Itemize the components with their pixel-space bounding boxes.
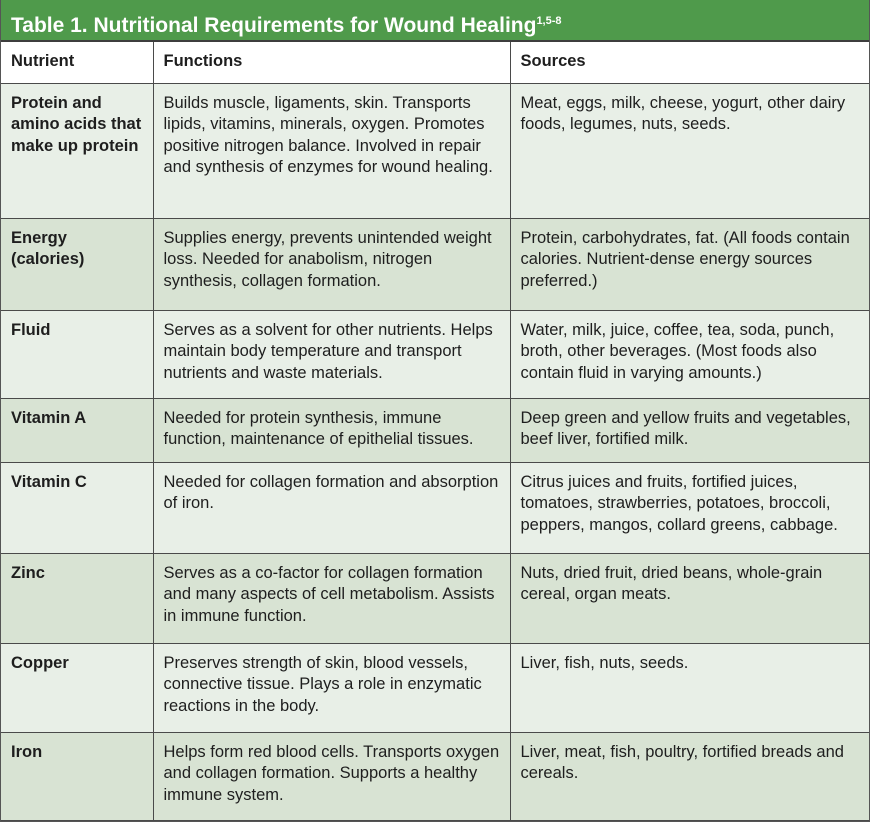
- cell-nutrient: Vitamin A: [1, 398, 153, 462]
- column-header-nutrient: Nutrient: [1, 42, 153, 83]
- cell-functions: Supplies energy, prevents unintended weight loss. Needed for anabolism, nitrogen synthesis, collagen formation.: [153, 218, 510, 310]
- cell-functions: Serves as a co-factor for collagen formation and many aspects of cell metabolism. Assists in immune function.: [153, 553, 510, 643]
- cell-nutrient: Copper: [1, 643, 153, 732]
- cell-sources: Nuts, dried fruit, dried beans, whole-grain cereal, organ meats.: [510, 553, 869, 643]
- table-title: [1, 0, 869, 42]
- cell-nutrient: Iron: [1, 732, 153, 820]
- cell-nutrient: Protein and amino acids that make up protein: [1, 83, 153, 218]
- table-title-text: Table 1. Nutritional Requirements for Wound Healing: [11, 14, 537, 37]
- cell-functions: Builds muscle, ligaments, skin. Transports lipids, vitamins, minerals, oxygen. Promotes positive nitrogen balance. Involved in repair and synthesis of enzymes for wound healing.: [153, 83, 510, 218]
- cell-sources: Meat, eggs, milk, cheese, yogurt, other dairy foods, legumes, nuts, seeds.: [510, 83, 869, 218]
- cell-sources: Citrus juices and fruits, fortified juices, tomatoes, strawberries, potatoes, broccoli, peppers, mangos, collard greens, cabbage.: [510, 462, 869, 553]
- cell-nutrient: Zinc: [1, 553, 153, 643]
- cell-nutrient: Energy (calories): [1, 218, 153, 310]
- table-row: [1, 462, 869, 553]
- table-row: [1, 83, 869, 218]
- column-header-sources: Sources: [510, 42, 869, 83]
- cell-sources: Liver, fish, nuts, seeds.: [510, 643, 869, 732]
- cell-functions: Serves as a solvent for other nutrients. Helps maintain body temperature and transport nutrients and waste materials.: [153, 310, 510, 398]
- cell-sources: Deep green and yellow fruits and vegetables, beef liver, fortified milk.: [510, 398, 869, 462]
- table-row: [1, 310, 869, 398]
- nutrition-table: [1, 42, 869, 821]
- table-row: [1, 553, 869, 643]
- cell-nutrient: Fluid: [1, 310, 153, 398]
- cell-sources: Liver, meat, fish, poultry, fortified breads and cereals.: [510, 732, 869, 820]
- cell-functions: Helps form red blood cells. Transports oxygen and collagen formation. Supports a healthy immune system.: [153, 732, 510, 820]
- column-header-functions: Functions: [153, 42, 510, 83]
- table-title-citation: 1,5-8: [536, 15, 562, 27]
- table-row: [1, 218, 869, 310]
- cell-functions: Preserves strength of skin, blood vessels, connective tissue. Plays a role in enzymatic reactions in the body.: [153, 643, 510, 732]
- table-row: [1, 732, 869, 820]
- cell-functions: Needed for collagen formation and absorption of iron.: [153, 462, 510, 553]
- cell-sources: Protein, carbohydrates, fat. (All foods contain calories. Nutrient-dense energy sources preferred.): [510, 218, 869, 310]
- cell-functions: Needed for protein synthesis, immune function, maintenance of epithelial tissues.: [153, 398, 510, 462]
- cell-nutrient: Vitamin C: [1, 462, 153, 553]
- cell-sources: Water, milk, juice, coffee, tea, soda, punch, broth, other beverages. (Most foods also contain fluid in varying amounts.): [510, 310, 869, 398]
- table-row: [1, 398, 869, 462]
- table-header-row: [1, 42, 869, 83]
- table-row: [1, 643, 869, 732]
